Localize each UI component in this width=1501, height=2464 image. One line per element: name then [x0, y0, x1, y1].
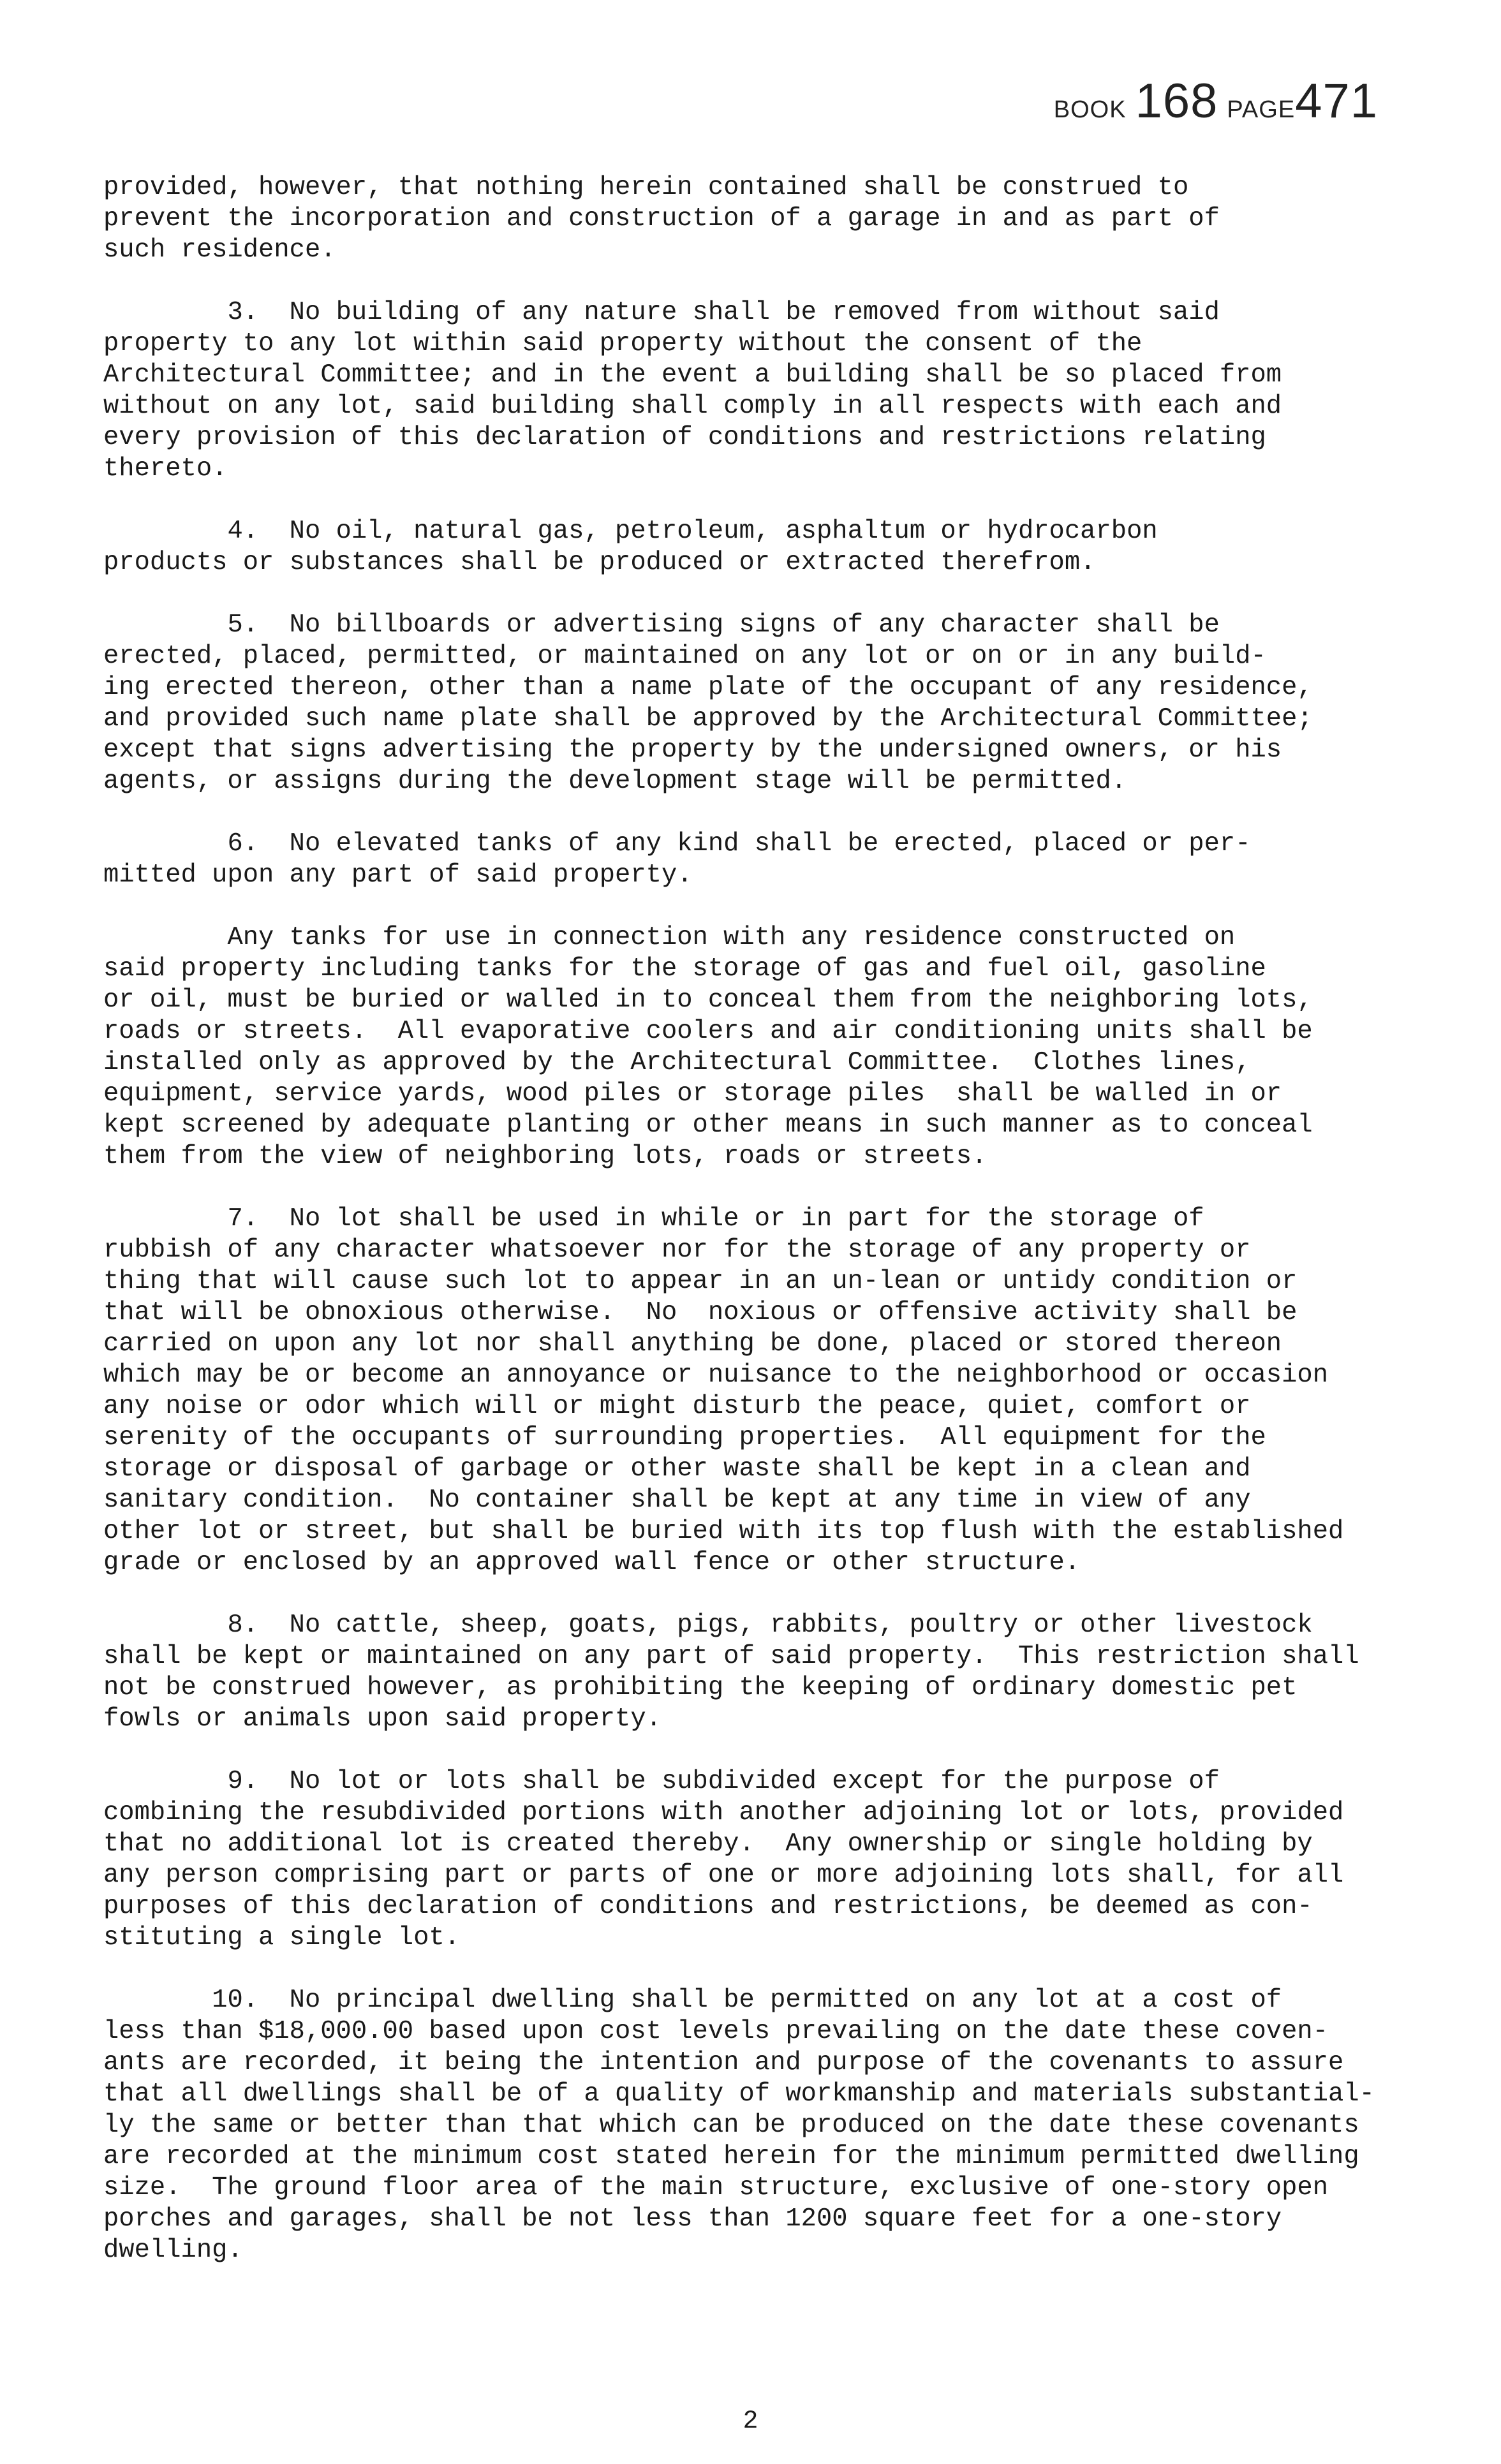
book-number: 168	[1135, 74, 1218, 128]
paragraph-garage-proviso: provided, however, that nothing herein contained shall be construed to prevent the incorporation and construction of a garage in and as part of such residence.	[103, 173, 1220, 265]
paragraph-tanks-concealment: Any tanks for use in connection with any residence constructed on said property including tanks for the storage of gas and fuel oil, gasoline or oil, must be buried or walled in to conceal them from the neighboring lots, roads or streets. All evaporative coolers and air conditioning units shall be installed only as approved by the Architectural Committee. Clothes lines, equipment, service yards, wood piles or storage piles shall be walled in or kept screened by adequate planting or other means in such manner as to conceal them from the view of neighboring lots, roads or streets.	[103, 923, 1313, 1171]
paragraph-10-dwelling-cost: 10. No principal dwelling shall be permitted on any lot at a cost of less than $18,000.00 based upon cost levels prevailing on the date these coven- ants are recorded, it being the intention and purpose of the covenants to assure that all dwellings shall be of a quality of workmanship and materials substantial- ly the same or better than that which can be produced on the date these covenants are recorded at the minimum cost stated herein for the minimum permitted dwelling size. The ground floor area of the main structure, exclusive of one-story open porches and garages, shall be not less than 1200 square feet for a one-story dwelling.	[103, 1986, 1375, 2265]
paragraph-7-rubbish: 7. No lot shall be used in while or in part for the storage of rubbish of any character whatsoever nor for the storage of any property or thing that will cause such lot to appear in an un-lean or untidy condition or that will be obnoxious otherwise. No noxious or offensive activity shall be carried on upon any lot nor shall anything be done, placed or stored thereon which may be or become an annoyance or nuisance to the neighborhood or occasion any noise or odor which will or might disturb the peace, quiet, comfort or serenity of the occupants of surrounding properties. All equipment for the storage or disposal of garbage or other waste shall be kept in a clean and sanitary condition. No container shall be kept at any time in view of any other lot or street, but shall be buried with its top flush with the established grade or enclosed by an approved wall fence or other structure.	[103, 1204, 1344, 1577]
stamp-page-number: 471	[1295, 74, 1378, 128]
paragraph-4-oil-gas: 4. No oil, natural gas, petroleum, asphaltum or hydrocarbon products or substances shall be produced or extracted therefrom.	[103, 517, 1158, 577]
footer-page-number: 2	[743, 2407, 758, 2436]
paragraph-8-livestock: 8. No cattle, sheep, goats, pigs, rabbits, poultry or other livestock shall be kept or maintained on any part of said property. This restriction shall not be construed however, as prohibiting the keeping of ordinary domestic pet fowls or animals upon said property.	[103, 1611, 1359, 1734]
paragraph-3-building-removal: 3. No building of any nature shall be removed from without said property to any lot within said property without the consent of the Architectural Committee; and in the event a building shall be so placed from without on any lot, said building shall comply in all respects with each and every provision of this declaration of conditions and restrictions relating thereto.	[103, 298, 1282, 483]
document-body	[103, 172, 1386, 2298]
book-label: BOOK	[1053, 96, 1127, 123]
paragraph-6-elevated-tanks: 6. No elevated tanks of any kind shall be erected, placed or per- mitted upon any part of said property.	[103, 829, 1251, 890]
paragraph-5-billboards: 5. No billboards or advertising signs of any character shall be erected, placed, permitted, or maintained on any lot or on or in any build- ing erected thereon, other than a name plate of the occupant of any residence, and provided such name plate shall be approved by the Architectural Committee; except that signs advertising the property by the undersigned owners, or his agents, or assigns during the development stage will be permitted.	[103, 610, 1313, 796]
page-label: PAGE	[1227, 96, 1296, 123]
book-page-stamp	[1054, 73, 1378, 129]
paragraph-9-subdivision: 9. No lot or lots shall be subdivided except for the purpose of combining the resubdivided portions with another adjoining lot or lots, provided that no additional lot is created thereby. Any ownership or single holding by any person comprising part or parts of one or more adjoining lots shall, for all purposes of this declaration of conditions and restrictions, be deemed as con- stituting a single lot.	[103, 1767, 1344, 1952]
